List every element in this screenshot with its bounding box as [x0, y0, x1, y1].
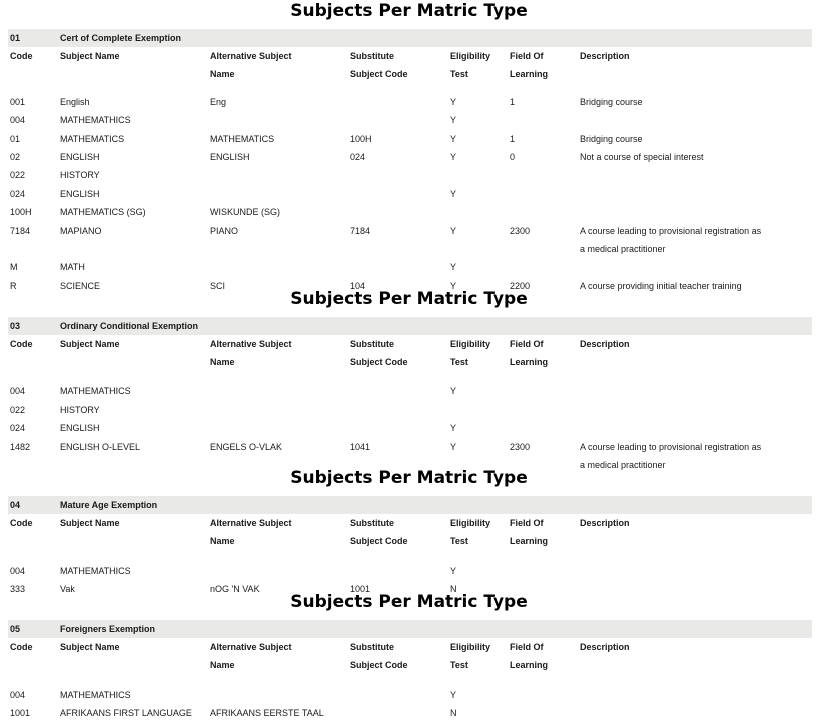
subject-data-code: 7184: [10, 226, 31, 236]
matric-type-name: Mature Age Exemption: [60, 500, 158, 510]
subject-eligibility: N: [450, 708, 457, 718]
matric-type-code: 03: [10, 321, 21, 331]
subject-data-code: 022: [10, 170, 26, 180]
subject-alternative-subject: MATHEMATICS: [210, 134, 275, 144]
column-header-substitute: Substitute: [350, 339, 394, 349]
column-header-field-of-learning-line2: Learning: [510, 660, 549, 670]
column-header-eligibility-line2: Test: [450, 357, 468, 367]
subject-description-line2: a medical practitioner: [580, 460, 666, 470]
subject-eligibility: Y: [450, 423, 457, 433]
subject-data-code: 004: [10, 690, 26, 700]
column-header-subject-name: Subject Name: [60, 51, 120, 61]
subject-alternative-subject: AFRIKAANS EERSTE TAAL: [210, 708, 324, 718]
subject-eligibility: Y: [450, 262, 457, 272]
subject-eligibility: Y: [450, 226, 457, 236]
column-header-field-of-learning-line2: Learning: [510, 536, 549, 546]
subject-subject-name: MATHEMATICS: [60, 134, 125, 144]
subject-data-code: 1001: [10, 708, 31, 718]
column-header-field-of-learning: Field Of: [510, 339, 544, 349]
column-header-substitute-line2: Subject Code: [350, 536, 408, 546]
subject-substitute-code: 024: [350, 152, 366, 162]
column-header-field-of-learning: Field Of: [510, 642, 544, 652]
column-header-eligibility-line2: Test: [450, 69, 468, 79]
matric-type-name: Foreigners Exemption: [60, 624, 156, 634]
column-header-alternative-subject: Alternative Subject: [210, 518, 292, 528]
subject-data-code: 022: [10, 405, 26, 415]
subject-eligibility: Y: [450, 281, 457, 291]
matric-type-band: [8, 620, 812, 638]
subject-eligibility: N: [450, 584, 457, 594]
subject-eligibility: Y: [450, 115, 457, 125]
matric-type-name: Cert of Complete Exemption: [60, 33, 182, 43]
column-header-substitute: Substitute: [350, 518, 394, 528]
subject-description: Bridging course: [580, 134, 643, 144]
subject-eligibility: Y: [450, 690, 457, 700]
column-header-description: Description: [580, 51, 630, 61]
matric-type-code: 01: [10, 33, 21, 43]
page-title: Subjects Per Matric Type: [290, 468, 528, 488]
subject-data-code: 001: [10, 97, 26, 107]
subject-data-code: M: [10, 262, 18, 272]
column-header-eligibility-line2: Test: [450, 660, 468, 670]
column-header-eligibility: Eligibility: [450, 51, 491, 61]
column-header-subject-name: Subject Name: [60, 642, 120, 652]
subject-substitute-code: 1001: [350, 584, 371, 594]
column-header-eligibility: Eligibility: [450, 339, 491, 349]
matric-type-band: [8, 496, 812, 514]
column-header-description: Description: [580, 642, 630, 652]
column-header-field-of-learning: Field Of: [510, 518, 544, 528]
subject-alternative-subject: PIANO: [210, 226, 239, 236]
subject-subject-name: MATHEMATHICS: [60, 386, 131, 396]
subject-subject-name: SCIENCE: [60, 281, 101, 291]
subject-eligibility: Y: [450, 442, 457, 452]
column-header-alternative-subject: Alternative Subject: [210, 642, 292, 652]
subject-subject-name: MATH: [60, 262, 85, 272]
subject-data-code: 024: [10, 423, 26, 433]
column-header-alternative-subject: Alternative Subject: [210, 339, 292, 349]
subject-subject-name: ENGLISH O-LEVEL: [60, 442, 141, 452]
subject-subject-name: MATHEMATHICS: [60, 115, 131, 125]
subject-alternative-subject: ENGLISH: [210, 152, 250, 162]
column-header-field-of-learning-line2: Learning: [510, 357, 549, 367]
subject-eligibility: Y: [450, 189, 457, 199]
subject-data-code: 024: [10, 189, 26, 199]
column-header-code: Code: [10, 518, 33, 528]
subject-data-code: 100H: [10, 207, 32, 217]
subject-description: A course providing initial teacher training: [580, 281, 742, 291]
subject-substitute-code: 7184: [350, 226, 371, 236]
subject-field-of-learning: 1: [510, 134, 516, 144]
column-header-alternative-subject-line2: Name: [210, 660, 235, 670]
subject-eligibility: Y: [450, 386, 457, 396]
subject-data-code: 1482: [10, 442, 31, 452]
subject-data-code: 02: [10, 152, 21, 162]
column-header-eligibility: Eligibility: [450, 518, 491, 528]
column-header-alternative-subject: Alternative Subject: [210, 51, 292, 61]
column-header-description: Description: [580, 518, 630, 528]
subject-subject-name: English: [60, 97, 90, 107]
subject-data-code: R: [10, 281, 17, 291]
subject-subject-name: AFRIKAANS FIRST LANGUAGE: [60, 708, 192, 718]
subject-eligibility: Y: [450, 152, 457, 162]
subject-subject-name: Vak: [60, 584, 75, 594]
subject-subject-name: MATHEMATICS (SG): [60, 207, 146, 217]
subject-eligibility: Y: [450, 566, 457, 576]
column-header-subject-name: Subject Name: [60, 339, 120, 349]
column-header-eligibility: Eligibility: [450, 642, 491, 652]
column-header-substitute-line2: Subject Code: [350, 357, 408, 367]
subject-description-line2: a medical practitioner: [580, 244, 666, 254]
subject-description: Not a course of special interest: [580, 152, 704, 162]
subject-alternative-subject: SCI: [210, 281, 226, 291]
subject-data-code: 01: [10, 134, 21, 144]
subject-substitute-code: 104: [350, 281, 366, 291]
column-header-alternative-subject-line2: Name: [210, 536, 235, 546]
subject-data-code: 004: [10, 386, 26, 396]
subject-eligibility: Y: [450, 97, 457, 107]
subject-description: Bridging course: [580, 97, 643, 107]
column-header-substitute-line2: Subject Code: [350, 69, 408, 79]
subject-subject-name: ENGLISH: [60, 423, 100, 433]
matric-type-band: [8, 317, 812, 335]
subject-data-code: 333: [10, 584, 26, 594]
subject-data-code: 004: [10, 566, 26, 576]
column-header-code: Code: [10, 51, 33, 61]
subject-subject-name: ENGLISH: [60, 189, 100, 199]
subject-field-of-learning: 2300: [510, 226, 531, 236]
column-header-subject-name: Subject Name: [60, 518, 120, 528]
column-header-substitute: Substitute: [350, 51, 394, 61]
subject-subject-name: HISTORY: [60, 170, 100, 180]
column-header-alternative-subject-line2: Name: [210, 357, 235, 367]
subject-alternative-subject: Eng: [210, 97, 227, 107]
column-header-description: Description: [580, 339, 630, 349]
subject-field-of-learning: 2200: [510, 281, 531, 291]
column-header-code: Code: [10, 642, 33, 652]
subject-substitute-code: 1041: [350, 442, 371, 452]
subject-subject-name: MATHEMATHICS: [60, 566, 131, 576]
subject-subject-name: ENGLISH: [60, 152, 100, 162]
subject-alternative-subject: ENGELS O-VLAK: [210, 442, 283, 452]
column-header-substitute-line2: Subject Code: [350, 660, 408, 670]
matric-type-code: 05: [10, 624, 21, 634]
column-header-eligibility-line2: Test: [450, 536, 468, 546]
column-header-substitute: Substitute: [350, 642, 394, 652]
subject-substitute-code: 100H: [350, 134, 372, 144]
column-header-code: Code: [10, 339, 33, 349]
subject-description: A course leading to provisional registration as: [580, 226, 762, 236]
subject-alternative-subject: nOG 'N VAK: [210, 584, 260, 594]
subject-field-of-learning: 1: [510, 97, 516, 107]
column-header-field-of-learning-line2: Learning: [510, 69, 549, 79]
page-title: Subjects Per Matric Type: [290, 289, 528, 309]
page-title: Subjects Per Matric Type: [290, 592, 528, 612]
matric-type-band: [8, 29, 812, 47]
subject-subject-name: MATHEMATHICS: [60, 690, 131, 700]
subject-data-code: 004: [10, 115, 26, 125]
matric-type-name: Ordinary Conditional Exemption: [60, 321, 199, 331]
subject-alternative-subject: WISKUNDE (SG): [210, 207, 281, 217]
subject-eligibility: Y: [450, 134, 457, 144]
matric-type-code: 04: [10, 500, 21, 510]
page-title: Subjects Per Matric Type: [290, 1, 528, 21]
subject-field-of-learning: 0: [510, 152, 516, 162]
subject-description: A course leading to provisional registration as: [580, 442, 762, 452]
subject-field-of-learning: 2300: [510, 442, 531, 452]
column-header-field-of-learning: Field Of: [510, 51, 544, 61]
subject-subject-name: MAPIANO: [60, 226, 102, 236]
column-header-alternative-subject-line2: Name: [210, 69, 235, 79]
subject-subject-name: HISTORY: [60, 405, 100, 415]
